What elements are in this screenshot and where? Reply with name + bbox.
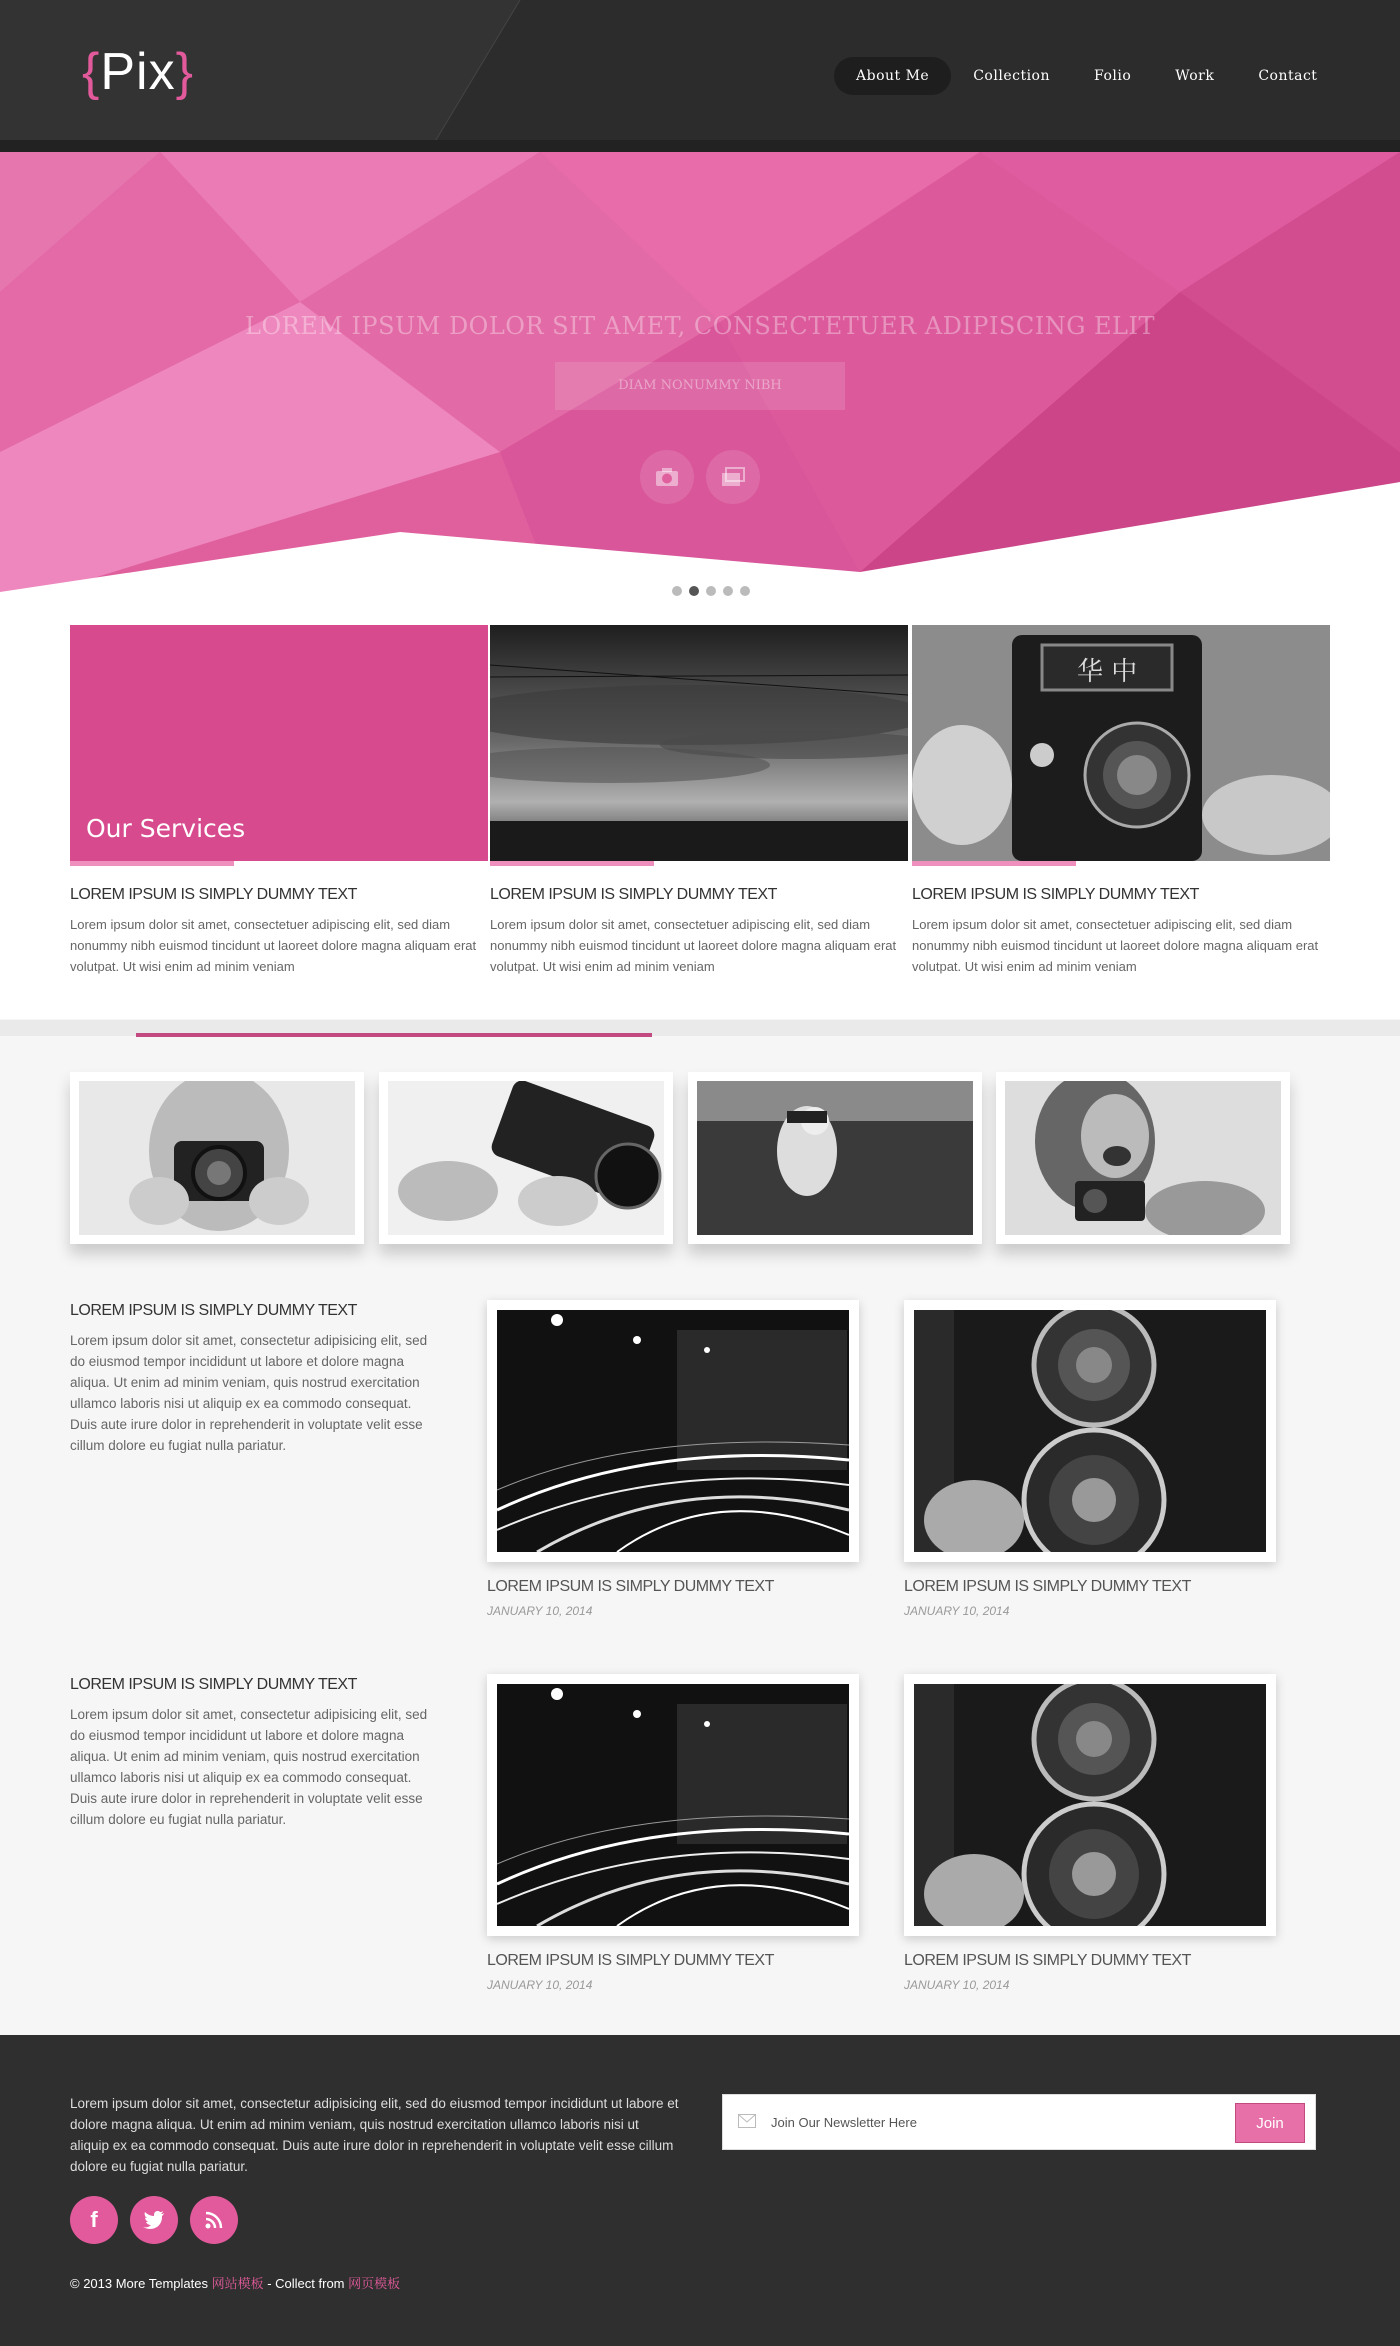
caption-title[interactable]: LOREM IPSUM IS SIMPLY DUMMY TEXT (904, 1578, 1191, 1595)
hero-slider (0, 152, 1400, 607)
main-nav (834, 57, 1339, 95)
copyright-link-templates[interactable]: 网站模板 (211, 2276, 264, 2291)
post-text: Lorem ipsum dolor sit amet, consectetur adipisicing elit, sed do eiusmod tempor incididunt ut labore et dolore magna aliqua. Ut enim ad minim veniam, quis nostrud exercitation ullamco laboris nisi ut aliquip ex ea commodo consequat. Duis aute irure dolor in reprehenderit in voluptate velit esse cillum dolore eu fugiat nulla pariatur. (70, 1707, 428, 1827)
slider-pagination (672, 586, 750, 596)
service-underline (70, 861, 234, 866)
svg-text:华 中: 华 中 (1077, 657, 1138, 687)
logo-brace-close: } (175, 43, 194, 101)
post-title[interactable]: LOREM IPSUM IS SIMPLY DUMMY TEXT (70, 1302, 357, 1319)
service-title[interactable]: LOREM IPSUM IS SIMPLY DUMMY TEXT (912, 886, 1199, 903)
gallery-thumb[interactable] (379, 1072, 673, 1244)
service-text: Lorem ipsum dolor sit amet, consectetuer adipiscing elit, sed diam nonummy nibh euismod tincidunt ut laoreet dolore magna aliquam erat volutpat. Ut wisi enim ad minim veniam (912, 917, 1319, 974)
caption-title[interactable]: LOREM IPSUM IS SIMPLY DUMMY TEXT (487, 1578, 774, 1595)
hero-sub-button[interactable]: DIAM NONUMMY NIBH (555, 362, 845, 410)
service-card[interactable] (912, 625, 1330, 977)
caption-date: JANUARY 10, 2014 (487, 1978, 593, 1992)
nav-contact[interactable]: Contact (1258, 68, 1318, 84)
gallery-thumb[interactable] (70, 1072, 364, 1244)
logo-brace-open: { (82, 43, 101, 101)
join-button[interactable]: Join (1235, 2103, 1305, 2143)
sunset-photo[interactable] (490, 625, 908, 861)
slider-dot[interactable] (672, 586, 682, 596)
photo-caption (904, 1578, 1274, 1618)
copyright-mid: - Collect from (263, 2276, 345, 2291)
post-block (70, 1676, 440, 1830)
rss-icon[interactable] (190, 2196, 238, 2244)
slider-dot[interactable] (740, 586, 750, 596)
gallery-thumb[interactable] (996, 1072, 1290, 1244)
photo-caption (904, 1952, 1274, 1992)
our-services-tile[interactable] (70, 625, 488, 861)
hero-headline: LOREM IPSUM DOLOR SIT AMET, CONSECTETUER ADIPISCING ELIT (245, 312, 1155, 340)
city-traffic-photo[interactable] (487, 1300, 859, 1562)
hero-bottom-edge (0, 600, 1400, 612)
footer-text: Lorem ipsum dolor sit amet, consectetur adipisicing elit, sed do eiusmod tempor incididunt ut labore et dolore magna aliqua. Ut enim ad minim veniam, quis nostrud exercitation ullamco laboris nisi ut aliquip ex ea commodo consequat. Duis aute irure dolor in reprehenderit in voluptate velit esse cillum dolore eu fugiat nulla pariatur. (70, 2096, 679, 2174)
nav-collection[interactable]: Collection (973, 68, 1050, 84)
service-card[interactable] (490, 625, 908, 977)
gallery-icon[interactable] (706, 450, 760, 504)
site-header (0, 0, 1400, 150)
our-services-label: Our Services (86, 814, 246, 843)
slider-dot-active[interactable] (689, 586, 699, 596)
caption-date: JANUARY 10, 2014 (904, 1978, 1010, 1992)
section-divider-accent (136, 1033, 652, 1037)
logo-text: Pix (100, 43, 176, 101)
nav-about-me[interactable]: About Me (834, 57, 951, 95)
photo-caption (487, 1578, 857, 1618)
vintage-camera-photo[interactable] (912, 625, 1330, 861)
caption-date: JANUARY 10, 2014 (487, 1604, 593, 1618)
photo-caption (487, 1952, 857, 1992)
caption-date: JANUARY 10, 2014 (904, 1604, 1010, 1618)
caption-title[interactable]: LOREM IPSUM IS SIMPLY DUMMY TEXT (904, 1952, 1191, 1969)
facebook-icon[interactable]: f (70, 2196, 118, 2244)
caption-title[interactable]: LOREM IPSUM IS SIMPLY DUMMY TEXT (487, 1952, 774, 1969)
service-underline (490, 861, 654, 866)
gallery-thumb[interactable] (688, 1072, 982, 1244)
service-underline (912, 861, 1076, 866)
service-text: Lorem ipsum dolor sit amet, consectetuer adipiscing elit, sed diam nonummy nibh euismod tincidunt ut laoreet dolore magna aliquam erat volutpat. Ut wisi enim ad minim veniam (70, 917, 477, 974)
site-footer (0, 2035, 1400, 2346)
service-title[interactable]: LOREM IPSUM IS SIMPLY DUMMY TEXT (490, 886, 777, 903)
post-text: Lorem ipsum dolor sit amet, consectetur adipisicing elit, sed do eiusmod tempor incididunt ut labore et dolore magna aliqua. Ut enim ad minim veniam, quis nostrud exercitation ullamco laboris nisi ut aliquip ex ea commodo consequat. Duis aute irure dolor in reprehenderit in voluptate velit esse cillum dolore eu fugiat nulla pariatur. (70, 1333, 428, 1453)
slider-dot[interactable] (723, 586, 733, 596)
camera-icon[interactable] (640, 450, 694, 504)
slider-dot[interactable] (706, 586, 716, 596)
newsletter-input[interactable] (771, 2110, 1211, 2134)
camera-lens-photo[interactable] (904, 1674, 1276, 1936)
camera-lens-photo[interactable] (904, 1300, 1276, 1562)
post-block (70, 1302, 440, 1456)
newsletter-form (722, 2094, 1316, 2150)
nav-folio[interactable]: Folio (1094, 68, 1132, 84)
service-text: Lorem ipsum dolor sit amet, consectetuer adipiscing elit, sed diam nonummy nibh euismod tincidunt ut laoreet dolore magna aliquam erat volutpat. Ut wisi enim ad minim veniam (490, 917, 897, 974)
copyright-prefix: © 2013 More Templates (70, 2276, 208, 2291)
site-logo[interactable] (82, 42, 194, 102)
copyright-link-pages[interactable]: 网页模板 (348, 2276, 401, 2291)
nav-work[interactable]: Work (1175, 68, 1215, 84)
service-title[interactable]: LOREM IPSUM IS SIMPLY DUMMY TEXT (70, 886, 357, 903)
header-divider (0, 140, 1400, 152)
post-title[interactable]: LOREM IPSUM IS SIMPLY DUMMY TEXT (70, 1676, 357, 1693)
twitter-icon[interactable] (130, 2196, 178, 2244)
city-traffic-photo[interactable] (487, 1674, 859, 1936)
mail-icon (738, 2114, 756, 2128)
copyright (70, 2273, 400, 2292)
service-card[interactable] (70, 625, 488, 977)
